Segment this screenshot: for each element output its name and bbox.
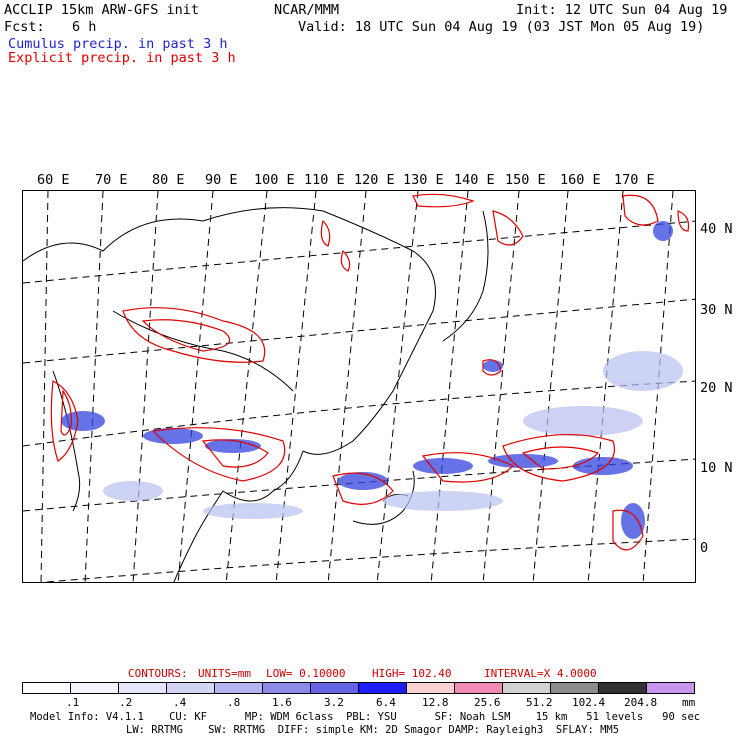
lon-label-80e: 80 E bbox=[152, 172, 185, 188]
colorbar-tick: .4 bbox=[173, 696, 187, 709]
colorbar-swatch bbox=[23, 683, 71, 693]
colorbar-tick: 51.2 bbox=[526, 696, 553, 709]
colorbar-swatch bbox=[167, 683, 215, 693]
contour-info-units: UNITS=mm bbox=[198, 667, 251, 680]
lat-label-10n: 10 N bbox=[700, 460, 733, 476]
colorbar-swatch bbox=[599, 683, 647, 693]
lon-label-160e: 160 E bbox=[560, 172, 601, 188]
lon-label-170e: 170 E bbox=[614, 172, 655, 188]
colorbar-swatch bbox=[407, 683, 455, 693]
colorbar-tick: .8 bbox=[227, 696, 241, 709]
lon-label-60e: 60 E bbox=[37, 172, 70, 188]
map-title: ACCLIP 15km ARW-GFS init bbox=[4, 2, 200, 18]
center-label: NCAR/MMM bbox=[274, 2, 340, 18]
colorbar-tick: 1.6 bbox=[272, 696, 292, 709]
model-info-line2: LW: RRTMG SW: RRTMG DIFF: simple KM: 2D Smagor DAMP: Rayleigh3 SFLAY: MM5 bbox=[126, 724, 620, 736]
colorbar-tick: 102.4 bbox=[572, 696, 606, 709]
lon-label-120e: 120 E bbox=[354, 172, 395, 188]
fcst-value: 6 h bbox=[72, 19, 97, 35]
colorbar-tick: 25.6 bbox=[474, 696, 501, 709]
meridian-lines bbox=[41, 191, 673, 583]
lon-label-130e: 130 E bbox=[403, 172, 444, 188]
map-panel bbox=[22, 190, 696, 583]
lat-label-40n: 40 N bbox=[700, 221, 733, 237]
model-info-line1: Model Info: V4.1.1 CU: KF MP: WDM 6class PBL: YSU SF: Noah LSM 15 km 51 levels 90 sec bbox=[30, 711, 701, 723]
lon-label-140e: 140 E bbox=[454, 172, 495, 188]
colorbar-swatch bbox=[71, 683, 119, 693]
contour-info-contours: CONTOURS: bbox=[128, 667, 188, 680]
colorbar-unit: mm bbox=[682, 696, 696, 709]
colorbar-tick: .2 bbox=[119, 696, 133, 709]
colorbar-tick: 6.4 bbox=[376, 696, 396, 709]
explicit-legend: Explicit precip. in past 3 h bbox=[8, 50, 236, 66]
precip-map bbox=[23, 191, 696, 583]
colorbar-swatch bbox=[455, 683, 503, 693]
cumulus-legend: Cumulus precip. in past 3 h bbox=[8, 36, 228, 52]
parallel-lines bbox=[23, 221, 696, 583]
colorbar-swatch bbox=[311, 683, 359, 693]
valid-time: Valid: 18 UTC Sun 04 Aug 19 (03 JST Mon 05 Aug 19) bbox=[298, 19, 705, 35]
fcst-label: Fcst: bbox=[4, 19, 45, 35]
lat-label-30n: 30 N bbox=[700, 302, 733, 318]
colorbar-swatch bbox=[551, 683, 599, 693]
lon-label-150e: 150 E bbox=[505, 172, 546, 188]
colorbar bbox=[22, 682, 695, 694]
colorbar-swatch bbox=[647, 683, 694, 693]
colorbar-tick: 204.8 bbox=[624, 696, 658, 709]
init-time: Init: 12 UTC Sun 04 Aug 19 bbox=[516, 2, 728, 18]
lat-label-0: 0 bbox=[700, 540, 709, 556]
lon-label-100e: 100 E bbox=[254, 172, 295, 188]
coastlines bbox=[23, 208, 488, 583]
colorbar-tick: 3.2 bbox=[324, 696, 344, 709]
contour-info-high: HIGH= 102.40 bbox=[372, 667, 452, 680]
lon-label-110e: 110 E bbox=[304, 172, 345, 188]
colorbar-swatch bbox=[503, 683, 551, 693]
colorbar-tick: 12.8 bbox=[422, 696, 449, 709]
colorbar-swatch bbox=[263, 683, 311, 693]
lat-label-20n: 20 N bbox=[700, 380, 733, 396]
colorbar-swatch bbox=[119, 683, 167, 693]
lon-label-70e: 70 E bbox=[95, 172, 128, 188]
colorbar-tick: .1 bbox=[66, 696, 80, 709]
contour-info-low: LOW= 0.10000 bbox=[266, 667, 346, 680]
contour-info-interval: INTERVAL=X 4.0000 bbox=[484, 667, 597, 680]
lon-label-90e: 90 E bbox=[205, 172, 238, 188]
colorbar-swatch bbox=[215, 683, 263, 693]
colorbar-swatch bbox=[359, 683, 407, 693]
